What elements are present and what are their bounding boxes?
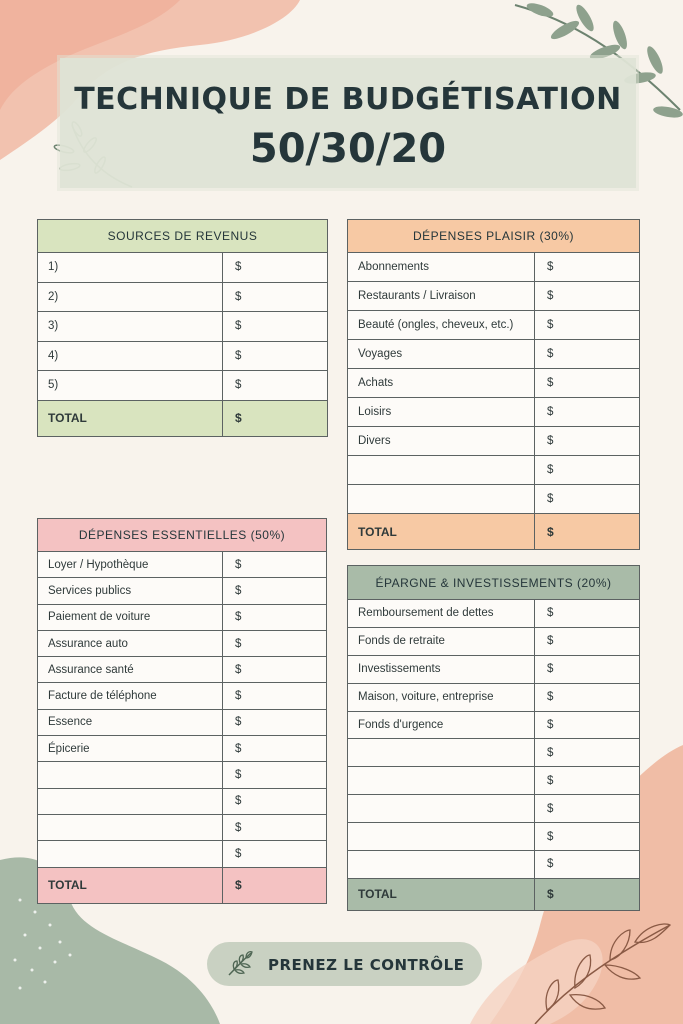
row-label[interactable] <box>348 767 535 795</box>
page-title: TECHNIQUE DE BUDGÉTISATION <box>74 82 622 117</box>
table-row <box>38 630 327 656</box>
table-row <box>38 814 327 840</box>
row-amount[interactable]: $ <box>535 311 640 340</box>
leaf-outline-bottom-right-icon <box>525 920 675 1024</box>
plaisir-total-row <box>348 514 640 550</box>
table-row <box>348 795 640 823</box>
row-label[interactable]: Facture de téléphone <box>38 683 223 709</box>
row-label[interactable]: Maison, voiture, entreprise <box>348 683 535 711</box>
row-amount[interactable]: $ <box>223 709 327 735</box>
essentielles-table <box>37 518 327 904</box>
table-row <box>38 736 327 762</box>
cta-label: PRENEZ LE CONTRÔLE <box>268 956 465 974</box>
row-amount[interactable]: $ <box>535 282 640 311</box>
table-row <box>38 578 327 604</box>
total-label: TOTAL <box>348 878 535 910</box>
table-row <box>348 340 640 369</box>
table-row <box>38 282 328 312</box>
row-label[interactable]: 3) <box>38 312 223 342</box>
row-label[interactable]: Paiement de voiture <box>38 604 223 630</box>
table-row <box>348 311 640 340</box>
table-row <box>348 655 640 683</box>
row-amount[interactable]: $ <box>535 398 640 427</box>
leaf-sprig-icon <box>226 950 254 978</box>
row-label[interactable] <box>38 814 223 840</box>
table-row <box>348 851 640 879</box>
row-amount[interactable]: $ <box>535 767 640 795</box>
row-label[interactable]: Assurance santé <box>38 657 223 683</box>
row-label[interactable]: 5) <box>38 371 223 401</box>
row-amount[interactable]: $ <box>535 795 640 823</box>
total-label: TOTAL <box>348 514 535 550</box>
revenus-header: SOURCES DE REVENUS <box>38 220 328 253</box>
table-row <box>38 341 328 371</box>
row-amount[interactable]: $ <box>535 600 640 628</box>
row-label[interactable] <box>348 823 535 851</box>
row-label[interactable]: Assurance auto <box>38 630 223 656</box>
row-amount[interactable]: $ <box>223 604 327 630</box>
row-label[interactable] <box>348 739 535 767</box>
table-row <box>38 841 327 867</box>
table-row <box>348 711 640 739</box>
table-row <box>348 767 640 795</box>
epargne-header: ÉPARGNE & INVESTISSEMENTS (20%) <box>348 566 640 600</box>
row-amount[interactable]: $ <box>535 485 640 514</box>
plaisir-table <box>347 219 640 550</box>
row-label[interactable]: 1) <box>38 253 223 283</box>
row-amount[interactable]: $ <box>223 683 327 709</box>
total-label: TOTAL <box>38 867 223 903</box>
row-label[interactable]: Loyer / Hypothèque <box>38 552 223 578</box>
table-row <box>38 683 327 709</box>
table-row <box>38 312 328 342</box>
row-amount[interactable]: $ <box>535 655 640 683</box>
row-amount[interactable]: $ <box>223 341 328 371</box>
table-row <box>348 369 640 398</box>
table-row <box>348 398 640 427</box>
row-amount[interactable]: $ <box>223 253 328 283</box>
page-subtitle-ratio: 50/30/20 <box>249 126 447 172</box>
row-label[interactable]: 2) <box>38 282 223 312</box>
row-amount[interactable]: $ <box>535 456 640 485</box>
total-amount[interactable]: $ <box>535 878 640 910</box>
row-amount[interactable]: $ <box>223 578 327 604</box>
row-amount[interactable]: $ <box>223 841 327 867</box>
row-label[interactable]: Épicerie <box>38 736 223 762</box>
row-amount[interactable]: $ <box>223 788 327 814</box>
row-amount[interactable]: $ <box>535 340 640 369</box>
table-row <box>348 683 640 711</box>
row-amount[interactable]: $ <box>223 736 327 762</box>
table-row <box>38 552 327 578</box>
essentielles-header: DÉPENSES ESSENTIELLES (50%) <box>38 519 327 552</box>
total-label: TOTAL <box>38 400 223 436</box>
row-amount[interactable]: $ <box>535 627 640 655</box>
row-amount[interactable]: $ <box>223 762 327 788</box>
epargne-total-row <box>348 878 640 910</box>
row-label[interactable] <box>348 851 535 879</box>
row-amount[interactable]: $ <box>535 711 640 739</box>
table-row <box>38 604 327 630</box>
row-label[interactable]: Fonds de retraite <box>348 627 535 655</box>
row-label[interactable]: Achats <box>348 369 535 398</box>
row-amount[interactable]: $ <box>535 823 640 851</box>
row-amount[interactable]: $ <box>223 814 327 840</box>
table-row <box>38 762 327 788</box>
row-label[interactable] <box>38 788 223 814</box>
row-amount[interactable]: $ <box>535 851 640 879</box>
total-amount[interactable]: $ <box>223 400 328 436</box>
table-row <box>348 739 640 767</box>
table-row <box>348 456 640 485</box>
row-amount[interactable]: $ <box>223 312 328 342</box>
table-row <box>348 627 640 655</box>
row-label[interactable]: Remboursement de dettes <box>348 600 535 628</box>
table-row <box>348 485 640 514</box>
row-label[interactable] <box>348 456 535 485</box>
row-label[interactable]: Voyages <box>348 340 535 369</box>
table-row <box>348 427 640 456</box>
table-row <box>348 823 640 851</box>
row-label[interactable]: 4) <box>38 341 223 371</box>
row-label[interactable]: Abonnements <box>348 253 535 282</box>
row-label[interactable]: Divers <box>348 427 535 456</box>
table-row <box>348 600 640 628</box>
revenus-table <box>37 219 328 437</box>
table-row <box>38 371 328 401</box>
revenus-total-row <box>38 400 328 436</box>
row-label[interactable]: Essence <box>38 709 223 735</box>
row-amount[interactable]: $ <box>223 552 327 578</box>
table-row <box>38 709 327 735</box>
row-label[interactable]: Fonds d'urgence <box>348 711 535 739</box>
table-row <box>348 282 640 311</box>
row-label[interactable]: Investissements <box>348 655 535 683</box>
row-amount[interactable]: $ <box>223 630 327 656</box>
row-amount[interactable]: $ <box>223 282 328 312</box>
total-amount[interactable]: $ <box>223 867 327 903</box>
table-row <box>348 253 640 282</box>
row-label[interactable] <box>38 762 223 788</box>
essentielles-total-row <box>38 867 327 903</box>
row-label[interactable]: Loisirs <box>348 398 535 427</box>
total-amount[interactable]: $ <box>535 514 640 550</box>
row-label[interactable] <box>38 841 223 867</box>
epargne-table <box>347 565 640 911</box>
table-row <box>38 253 328 283</box>
row-label[interactable]: Restaurants / Livraison <box>348 282 535 311</box>
row-amount[interactable]: $ <box>535 739 640 767</box>
table-row <box>38 657 327 683</box>
row-label[interactable]: Beauté (ongles, cheveux, etc.) <box>348 311 535 340</box>
row-label[interactable] <box>348 485 535 514</box>
row-label[interactable] <box>348 795 535 823</box>
row-amount[interactable]: $ <box>535 253 640 282</box>
row-amount[interactable]: $ <box>535 427 640 456</box>
plaisir-header: DÉPENSES PLAISIR (30%) <box>348 220 640 253</box>
row-amount[interactable]: $ <box>223 657 327 683</box>
row-amount[interactable]: $ <box>223 371 328 401</box>
row-label[interactable]: Services publics <box>38 578 223 604</box>
table-row <box>38 788 327 814</box>
row-amount[interactable]: $ <box>535 683 640 711</box>
row-amount[interactable]: $ <box>535 369 640 398</box>
